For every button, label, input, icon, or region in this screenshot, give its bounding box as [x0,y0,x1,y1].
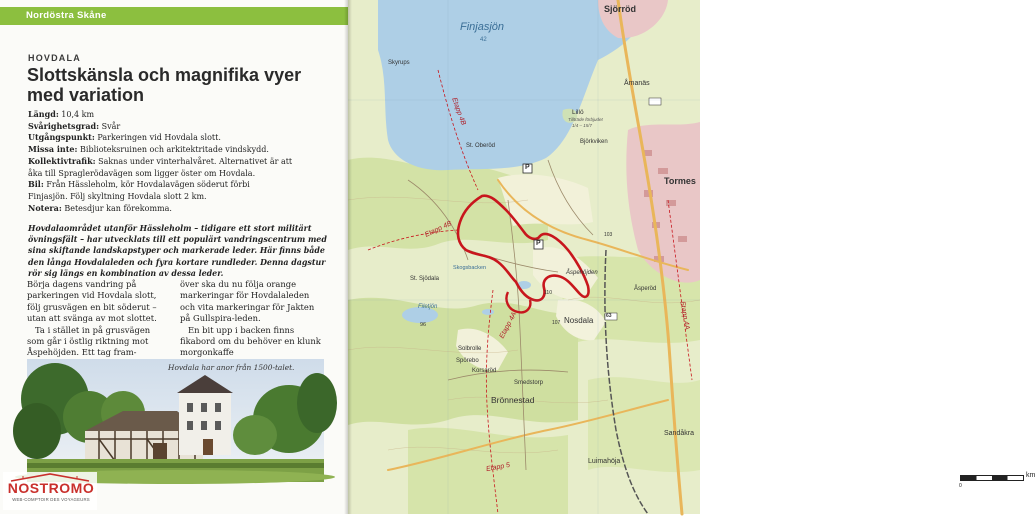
body-paragraph: En bit upp i backen finns fikabord om du behöver en klunk morgonkaffe [180,324,321,358]
intro-paragraph: Hovdalaområdet utanför Hässleholm – tidigare ett stort militärt övningsfält – har utvecklats till ett populärt vandringscentrum med sina skiftande landskapstyper och markerade leder. Här finns både den långa Hovdalaleden och fyra kortare rundleder. Denna dagstur rör sig längs en kombination av dessa leder. [28,224,327,278]
map-scale-bar [960,475,1024,481]
map-label-lilla-note1: Tillträde förbjudet [568,117,603,122]
fact-row: Utgångspunkt: Parkeringen vid Hovdala slott. [28,132,221,143]
map-parking-icon: P [536,240,541,247]
map-label-luimahoja: Luimahöja [588,458,621,465]
body-paragraph: över ska du nu följa orange markeringar för Hovdalaleden och vita markeringar för Jakten på Gullspira-leden. [180,279,315,324]
facts-box [28,109,328,214]
map-label-sjorrod: Sjörröd [604,4,637,14]
map-label-etapp-5: Etapp 5 [485,461,511,474]
map-label-lilla-note2: 1/4 – 15/7 [572,123,593,128]
article-title: Slottskänsla och magnifika vyer med variation [27,65,302,105]
map-label-tormes: Tormes [664,176,696,186]
body-paragraph: Ta i stället in på grusvägen som går i östlig riktning mot Åspehöjden. Ett tag fram- [27,324,151,358]
nostromo-logo [3,472,97,510]
map-scale-zero: 0 [959,483,962,489]
map-label-etapp-4a-mid: Etapp 4A [498,311,519,340]
map-label-etapp-4b-top: Etapp 4B [450,96,467,127]
map-label-aspehojden: Åspehöjden [566,270,598,276]
region-label: HOVDALA [28,53,81,63]
fact-row: Missa inte: Biblioteksruinen och arkitektritade vindskydd. [28,144,269,155]
map-label-bronnestad: Brönnestad [491,395,535,405]
map-label-skyrups: Skyrups [388,60,410,66]
map-parking-icon: P [525,164,530,171]
logo-wordmark: NOSTROMO [7,480,95,496]
map-label-skogsbacken: Skogsbacken [453,265,487,271]
map-scale-unit: km [1026,472,1035,479]
section-label: Nordöstra Skåne [26,10,107,21]
map-label-depth: 42 [480,37,487,43]
book-page-left [0,0,348,514]
book-gutter-shadow [344,0,352,514]
map-label-asperod: Åsperöd [634,286,657,292]
map-label-nosdala: Nosdala [564,316,594,325]
fact-row: Svårighetsgrad: Svår [28,120,121,131]
map-label-road-63: 63 [606,313,612,319]
map-label-korsarod: Korsaröd [472,368,497,374]
map-label-lilla: Lillö [572,109,584,116]
fact-row: Bil: Från Hässleholm, kör Hovdalavägen söderut förbi [28,179,250,190]
map-label-96: 96 [420,322,427,328]
photo-caption: Hovdala har anor från 1500-talet. [168,363,295,372]
castle-photo [27,359,324,482]
map-label-solbrolle: Solbrolle [458,346,482,352]
body-column-2 [180,279,321,359]
fact-row: åka till Spraglerödavägen som ligger öster om Hovdala. [28,168,256,178]
fact-row: Finjasjön. Följ skyltning Hovdala slott 2 km. [28,191,207,201]
map-label-etapp-4b-left: Etapp 4B [423,220,453,239]
map-label-amanas: Åmanäs [624,80,650,87]
trail-map [348,0,700,514]
book-page-right-map [348,0,1035,514]
fact-row: Kollektivtrafik: Saknas under vinterhalvåret. Alternativet är att [28,155,293,166]
fact-row: Notera: Betesdjur kan förekomma. [28,202,172,213]
body-paragraph: Börja dagens vandring på parkeringen vid Hovdala slott, följ grusvägen en bit söderut – utan att svänga av mot slottet. [27,279,157,324]
map-label-smedstorp: Smedstorp [514,380,544,386]
map-label-110: 110 [544,290,552,296]
fact-row: Längd: 10,4 km [28,109,95,119]
map-label-bjorkviken: Björkviken [580,139,608,145]
map-label-stoberod: St. Oberöd [466,143,496,149]
map-label-sporebo: Spörebo [456,358,479,364]
map-label-103: 103 [604,232,613,238]
logo-tagline: WEB-COMPTOIR DES VOYAGEURS [12,497,90,502]
map-label-stsjodala: St. Sjödala [410,276,440,282]
map-label-107: 107 [552,320,561,326]
map-label-filetjon: Filetjön [418,304,438,310]
map-label-sandakra: Sandåkra [664,430,694,437]
map-label-etapp-4a-right: Etapp 4A [678,300,691,331]
map-label-finjasjon: Finjasjön [460,21,505,33]
body-column-1 [27,279,168,359]
